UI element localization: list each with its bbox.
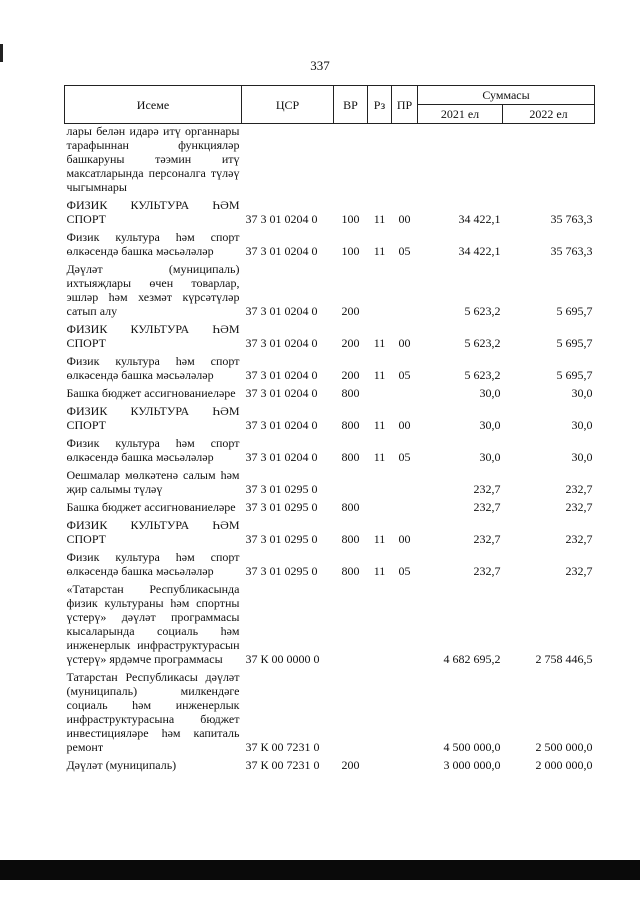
cell-tsr: 37 3 01 0204 0 <box>245 336 318 350</box>
table-row <box>65 383 595 401</box>
table-row <box>65 465 595 497</box>
cell-pr <box>392 497 418 515</box>
cell-rz <box>368 755 392 773</box>
cell-tsr: 37 3 01 0204 0 <box>245 418 318 432</box>
cell-y2022: 30,0 <box>571 450 593 464</box>
cell-pr: 05 <box>398 450 411 464</box>
cell-y2021: 3 000 000,0 <box>443 758 501 772</box>
table-row <box>65 124 595 196</box>
cell-y2021: 232,7 <box>473 532 501 546</box>
cell-name: Башка бюджет ассигнованиеләре <box>66 500 236 514</box>
cell-pr: 00 <box>398 212 411 226</box>
cell-rz: 11 <box>373 368 386 382</box>
header-year-2021: 2021 ел <box>418 105 503 124</box>
cell-y2022: 35 763,3 <box>550 244 593 258</box>
cell-y2021: 232,7 <box>473 482 501 496</box>
cell-vr: 200 <box>341 368 360 382</box>
cell-name: Физик культура һәм спорт өлкәсендә башка мәсьәләләр <box>66 230 240 258</box>
cell-rz <box>368 497 392 515</box>
cell-pr <box>392 259 418 319</box>
cell-y2021: 34 422,1 <box>458 244 501 258</box>
cell-pr: 05 <box>398 368 411 382</box>
cell-y2021: 232,7 <box>473 564 501 578</box>
cell-tsr: 37 3 01 0204 0 <box>245 368 318 382</box>
cell-y2021: 5 623,2 <box>464 368 501 382</box>
table-row <box>65 755 595 773</box>
cell-tsr <box>242 124 334 196</box>
cell-y2021: 30,0 <box>479 418 501 432</box>
cell-y2022: 232,7 <box>565 532 593 546</box>
cell-y2021: 34 422,1 <box>458 212 501 226</box>
cell-vr: 800 <box>341 450 360 464</box>
header-rz: Рз <box>368 86 392 124</box>
cell-y2022: 30,0 <box>571 418 593 432</box>
cell-name: Оешмалар мөлкәтенә салым һәм җир салымы түләү <box>66 468 240 496</box>
cell-y2022: 2 758 446,5 <box>535 652 593 666</box>
cell-vr <box>334 124 368 196</box>
cell-rz: 11 <box>373 336 386 350</box>
cell-rz <box>368 383 392 401</box>
header-name: Исеме <box>65 86 242 124</box>
cell-rz <box>368 465 392 497</box>
cell-y2021: 4 500 000,0 <box>443 740 501 754</box>
table-row <box>65 259 595 319</box>
cell-vr: 800 <box>341 532 360 546</box>
cell-tsr: 37 3 01 0204 0 <box>245 450 318 464</box>
header-tsr: ЦСР <box>242 86 334 124</box>
cell-tsr: 37 К 00 0000 0 <box>245 652 320 666</box>
cell-tsr: 37 3 01 0295 0 <box>245 564 318 578</box>
cell-vr <box>334 579 368 667</box>
scan-bottom-bar <box>0 860 640 880</box>
cell-y2021: 4 682 695,2 <box>443 652 501 666</box>
table-row <box>65 401 595 433</box>
cell-vr: 800 <box>341 564 360 578</box>
cell-rz <box>368 667 392 755</box>
cell-pr: 00 <box>398 418 411 432</box>
cell-y2022: 232,7 <box>565 482 593 496</box>
cell-y2022: 232,7 <box>565 564 593 578</box>
cell-tsr: 37 3 01 0295 0 <box>245 482 318 496</box>
table-row <box>65 227 595 259</box>
cell-name: ФИЗИК КУЛЬТУРА ҺӘМ СПОРТ <box>66 198 240 226</box>
cell-y2022: 5 695,7 <box>556 304 593 318</box>
cell-pr: 05 <box>398 244 411 258</box>
cell-vr: 200 <box>341 336 360 350</box>
cell-tsr: 37 3 01 0204 0 <box>245 244 318 258</box>
cell-name: лары белән идарә итү органнары тарафыннан функцияләр башкаруны тәэмин итү максатларында персоналга түләү чыгымнары <box>66 124 240 194</box>
cell-pr: 00 <box>398 336 411 350</box>
table-row <box>65 547 595 579</box>
cell-rz: 11 <box>373 418 386 432</box>
cell-name: ФИЗИК КУЛЬТУРА ҺӘМ СПОРТ <box>66 322 240 350</box>
cell-name: Физик культура һәм спорт өлкәсендә башка мәсьәләләр <box>66 550 240 578</box>
cell-rz: 11 <box>373 532 386 546</box>
budget-table <box>64 85 595 773</box>
cell-pr <box>392 579 418 667</box>
cell-rz: 11 <box>373 564 386 578</box>
cell-name: Башка бюджет ассигнованиеләре <box>66 386 236 400</box>
cell-pr <box>392 383 418 401</box>
cell-y2021 <box>418 124 503 196</box>
cell-name: Татарстан Республикасы дәүләт (муниципаль) милкендәге социаль һәм инженерлык инфраструктурасына бюджет инвестицияләре һәм капиталь ремонт <box>66 670 240 754</box>
cell-pr <box>392 124 418 196</box>
header-sums: Суммасы <box>418 86 595 105</box>
cell-name: Дәүләт (муниципаль) <box>66 758 177 772</box>
table-row <box>65 667 595 755</box>
cell-pr: 05 <box>398 564 411 578</box>
cell-pr <box>392 465 418 497</box>
cell-tsr: 37 К 00 7231 0 <box>245 758 320 772</box>
cell-pr <box>392 755 418 773</box>
cell-tsr: 37 3 01 0204 0 <box>245 304 318 318</box>
table-body <box>65 124 595 774</box>
table-row <box>65 515 595 547</box>
cell-vr: 800 <box>341 386 360 400</box>
cell-name: Физик культура һәм спорт өлкәсендә башка мәсьәләләр <box>66 354 240 382</box>
table-row <box>65 433 595 465</box>
cell-y2022: 232,7 <box>565 500 593 514</box>
cell-vr: 800 <box>341 418 360 432</box>
cell-vr: 200 <box>341 758 360 772</box>
header-vr: ВР <box>334 86 368 124</box>
cell-y2022: 2 500 000,0 <box>535 740 593 754</box>
cell-y2021: 30,0 <box>479 386 501 400</box>
cell-name: «Татарстан Республикасында физик культураны һәм спортны үстерү» дәүләт программасы кысаларында социаль һәм инженерлык инфраструктурасын үстерү» ярдәмче программасы <box>66 582 240 666</box>
header-year-2022: 2022 ел <box>503 105 595 124</box>
cell-y2022: 30,0 <box>571 386 593 400</box>
cell-tsr: 37 3 01 0295 0 <box>245 500 318 514</box>
table-row <box>65 319 595 351</box>
cell-rz <box>368 579 392 667</box>
cell-y2022: 2 000 000,0 <box>535 758 593 772</box>
cell-vr: 100 <box>341 212 360 226</box>
cell-y2021: 30,0 <box>479 450 501 464</box>
cell-tsr: 37 3 01 0204 0 <box>245 212 318 226</box>
cell-rz <box>368 259 392 319</box>
table-row <box>65 195 595 227</box>
cell-y2022: 5 695,7 <box>556 368 593 382</box>
cell-y2022: 35 763,3 <box>550 212 593 226</box>
cell-tsr: 37 К 00 7231 0 <box>245 740 320 754</box>
cell-rz <box>368 124 392 196</box>
cell-y2021: 5 623,2 <box>464 336 501 350</box>
cell-pr: 00 <box>398 532 411 546</box>
table-row <box>65 351 595 383</box>
cell-y2021: 232,7 <box>473 500 501 514</box>
cell-name: ФИЗИК КУЛЬТУРА ҺӘМ СПОРТ <box>66 518 240 546</box>
cell-name: Дәүләт (муниципаль) ихтыяҗлары өчен товарлар, эшләр һәм хезмәт күрсәтүләр сатып алу <box>66 262 240 318</box>
table-row <box>65 497 595 515</box>
cell-y2021: 5 623,2 <box>464 304 501 318</box>
cell-y2022: 5 695,7 <box>556 336 593 350</box>
table-row <box>65 579 595 667</box>
cell-name: ФИЗИК КУЛЬТУРА ҺӘМ СПОРТ <box>66 404 240 432</box>
cell-vr: 200 <box>341 304 360 318</box>
cell-vr: 100 <box>341 244 360 258</box>
cell-vr <box>334 465 368 497</box>
cell-tsr: 37 3 01 0295 0 <box>245 532 318 546</box>
cell-vr <box>334 667 368 755</box>
cell-rz: 11 <box>373 450 386 464</box>
page-number: 337 <box>310 58 330 73</box>
cell-rz: 11 <box>373 244 386 258</box>
cell-y2022 <box>503 124 595 196</box>
cell-vr: 800 <box>341 500 360 514</box>
cell-rz: 11 <box>373 212 386 226</box>
cell-tsr: 37 3 01 0204 0 <box>245 386 318 400</box>
cell-pr <box>392 667 418 755</box>
cell-name: Физик культура һәм спорт өлкәсендә башка мәсьәләләр <box>66 436 240 464</box>
header-pr: ПР <box>392 86 418 124</box>
